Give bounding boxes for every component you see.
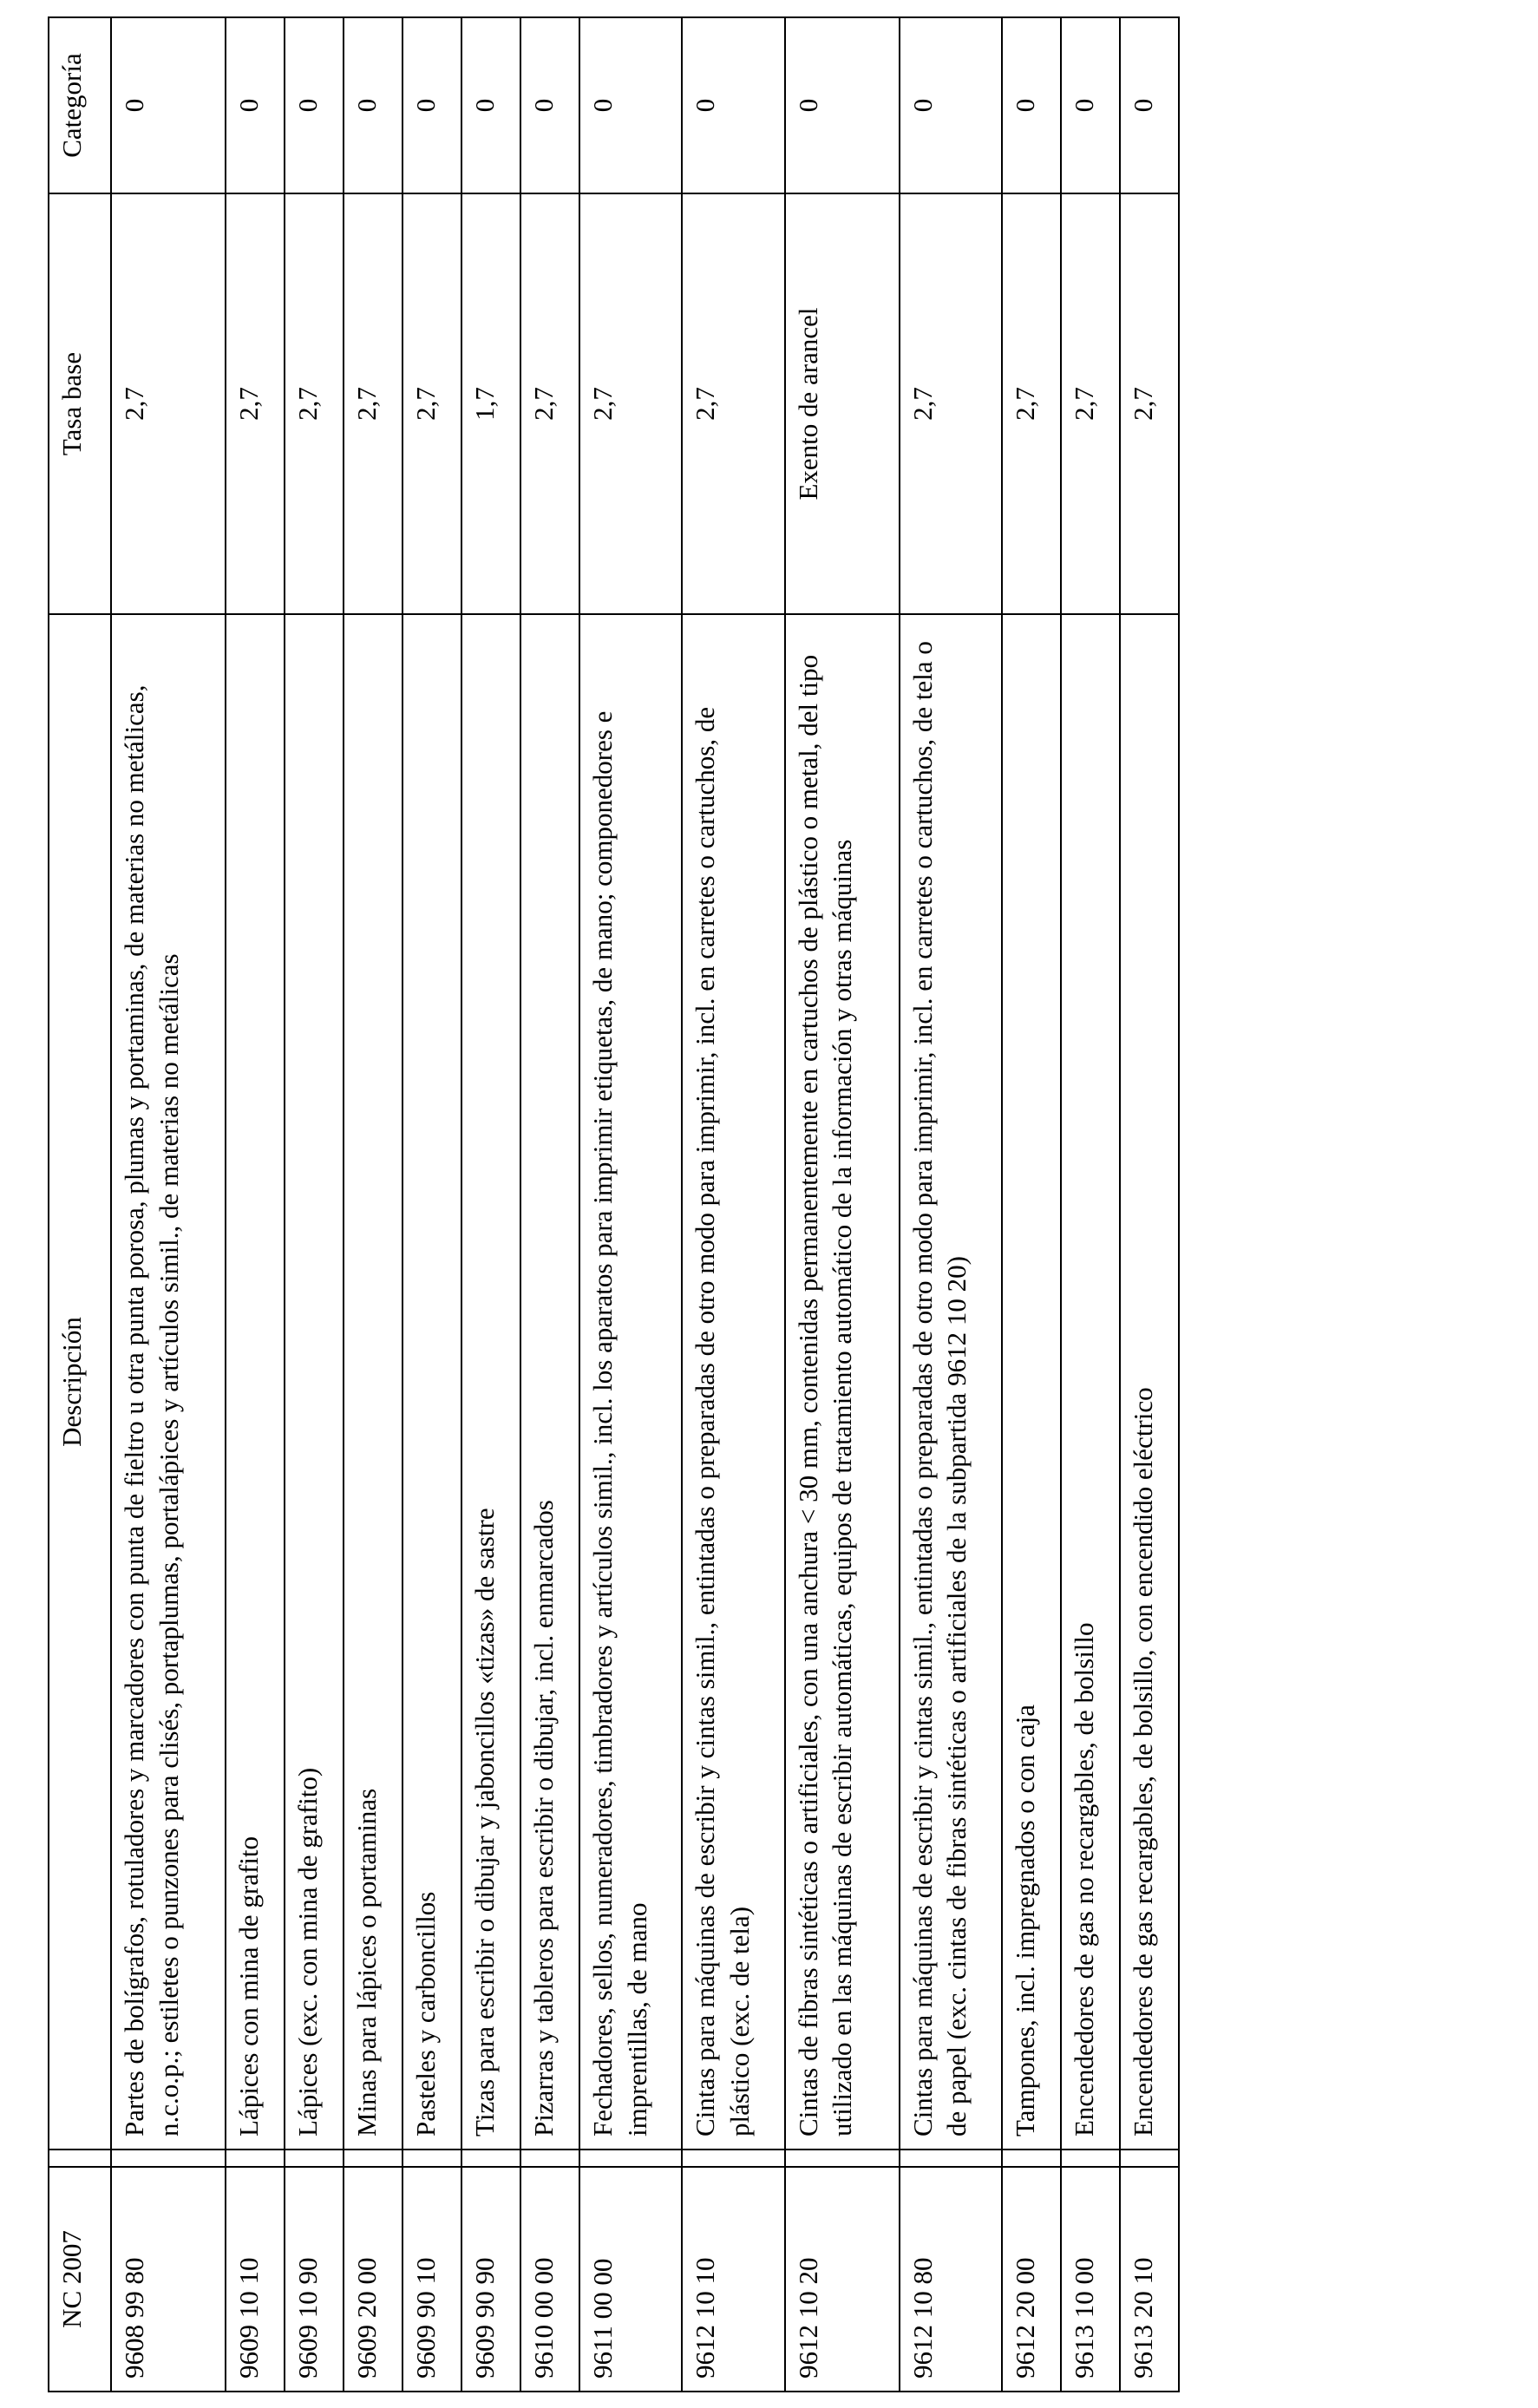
cell-code: 9613 10 00 [1061, 2167, 1120, 2392]
table-row [682, 17, 784, 2392]
header-description: Descripción [49, 614, 111, 2150]
table-row [1120, 17, 1179, 2392]
cell-rate: Exento de arancel [785, 193, 900, 614]
cell-rate: 2,7 [226, 193, 285, 614]
header-gap [49, 2150, 111, 2167]
cell-category: 0 [285, 17, 344, 193]
cell-category: 0 [226, 17, 285, 193]
header-code: NC 2007 [49, 2167, 111, 2392]
table-row [344, 17, 402, 2392]
cell-code: 9611 00 00 [579, 2167, 682, 2392]
cell-code: 9608 99 80 [111, 2167, 226, 2392]
table-row [285, 17, 344, 2392]
cell-description: Cintas para máquinas de escribir y cintas simil., entintadas o preparadas de otro modo para imprimir, incl. en carretes o cartuchos, de plástico (exc. de tela) [682, 614, 784, 2150]
cell-gap [461, 2150, 520, 2167]
cell-rate: 2,7 [1061, 193, 1120, 614]
cell-category: 0 [520, 17, 579, 193]
cell-rate: 1,7 [461, 193, 520, 614]
cell-description: Pizarras y tableros para escribir o dibujar, incl. enmarcados [520, 614, 579, 2150]
table-row [579, 17, 682, 2392]
cell-code: 9609 90 90 [461, 2167, 520, 2392]
cell-description: Pasteles y carboncillos [402, 614, 461, 2150]
cell-rate: 2,7 [285, 193, 344, 614]
cell-code: 9612 10 10 [682, 2167, 784, 2392]
cell-category: 0 [579, 17, 682, 193]
cell-category: 0 [344, 17, 402, 193]
cell-description: Tizas para escribir o dibujar y jaboncillos «tizas» de sastre [461, 614, 520, 2150]
table-row [785, 17, 900, 2392]
cell-gap [226, 2150, 285, 2167]
table-row [1002, 17, 1061, 2392]
cell-rate: 2,7 [520, 193, 579, 614]
cell-code: 9612 20 00 [1002, 2167, 1061, 2392]
table-row [402, 17, 461, 2392]
cell-category: 0 [1061, 17, 1120, 193]
cell-rate: 2,7 [1120, 193, 1179, 614]
cell-code: 9610 00 00 [520, 2167, 579, 2392]
cell-category: 0 [1002, 17, 1061, 193]
cell-category: 0 [1120, 17, 1179, 193]
cell-rate: 2,7 [900, 193, 1002, 614]
cell-description: Encendedores de gas no recargables, de bolsillo [1061, 614, 1120, 2150]
cell-code: 9612 10 20 [785, 2167, 900, 2392]
cell-gap [520, 2150, 579, 2167]
rotated-page [48, 18, 1180, 2392]
cell-code: 9612 10 80 [900, 2167, 1002, 2392]
cell-description: Encendedores de gas recargables, de bolsillo, con encendido eléctrico [1120, 614, 1179, 2150]
cell-gap [1002, 2150, 1061, 2167]
header-row [49, 17, 111, 2392]
cell-category: 0 [682, 17, 784, 193]
cell-description: Lápices con mina de grafito [226, 614, 285, 2150]
cell-code: 9609 90 10 [402, 2167, 461, 2392]
cell-code: 9609 10 90 [285, 2167, 344, 2392]
table-row [1061, 17, 1120, 2392]
cell-gap [1061, 2150, 1120, 2167]
cell-gap [402, 2150, 461, 2167]
cell-description: Cintas para máquinas de escribir y cintas simil., entintadas o preparadas de otro modo para imprimir, incl. en carretes o cartuchos, de tela o de papel (exc. cintas de fibras sintéticas o artificiales de la subpartida 9612 10 20) [900, 614, 1002, 2150]
table-row [226, 17, 285, 2392]
header-rate: Tasa base [49, 193, 111, 614]
table-row [900, 17, 1002, 2392]
cell-description: Fechadores, sellos, numeradores, timbradores y artículos simil., incl. los aparatos para imprimir etiquetas, de mano; componedores e imprentillas, de mano [579, 614, 682, 2150]
table-row [461, 17, 520, 2392]
cell-description: Lápices (exc. con mina de grafito) [285, 614, 344, 2150]
cell-category: 0 [785, 17, 900, 193]
cell-code: 9609 20 00 [344, 2167, 402, 2392]
cell-gap [111, 2150, 226, 2167]
cell-rate: 2,7 [344, 193, 402, 614]
cell-category: 0 [402, 17, 461, 193]
cell-rate: 2,7 [682, 193, 784, 614]
cell-gap [682, 2150, 784, 2167]
cell-description: Partes de bolígrafos, rotuladores y marcadores con punta de fieltro u otra punta porosa, plumas y portaminas, de materias no metálicas, n.c.o.p.; estiletes o punzones para clisés, portaplumas, portalápices y artículos simil., de materias no metálicas [111, 614, 226, 2150]
cell-code: 9613 20 10 [1120, 2167, 1179, 2392]
cell-gap [900, 2150, 1002, 2167]
cell-rate: 2,7 [1002, 193, 1061, 614]
header-category: Categoría [49, 17, 111, 193]
tariff-table [48, 16, 1180, 2392]
table-row [111, 17, 226, 2392]
table-row [520, 17, 579, 2392]
cell-gap [285, 2150, 344, 2167]
cell-description: Cintas de fibras sintéticas o artificiales, con una anchura < 30 mm, contenidas permanentemente en cartuchos de plástico o metal, del tipo utilizado en las máquinas de escribir automáticas, equipos de tratamiento automático de la información y otras máquinas [785, 614, 900, 2150]
cell-gap [1120, 2150, 1179, 2167]
cell-description: Tampones, incl. impregnados o con caja [1002, 614, 1061, 2150]
cell-category: 0 [111, 17, 226, 193]
cell-code: 9609 10 10 [226, 2167, 285, 2392]
cell-gap [785, 2150, 900, 2167]
cell-description: Minas para lápices o portaminas [344, 614, 402, 2150]
cell-rate: 2,7 [111, 193, 226, 614]
cell-rate: 2,7 [402, 193, 461, 614]
cell-gap [579, 2150, 682, 2167]
cell-category: 0 [461, 17, 520, 193]
cell-gap [344, 2150, 402, 2167]
cell-category: 0 [900, 17, 1002, 193]
cell-rate: 2,7 [579, 193, 682, 614]
